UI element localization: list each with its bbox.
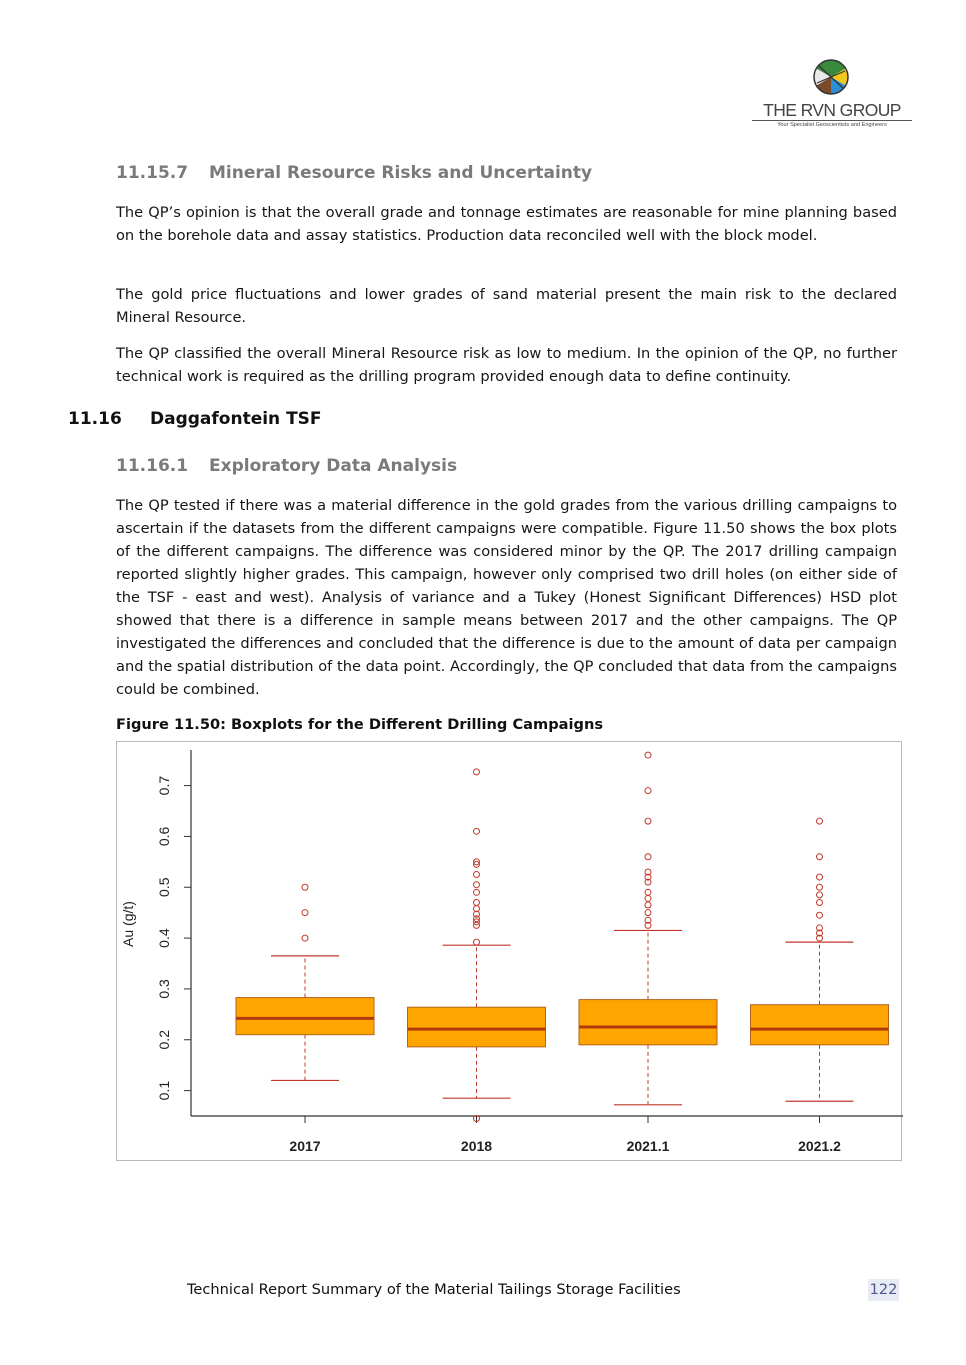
- box-iqr: [579, 1000, 717, 1045]
- section-title: Daggafontein TSF: [150, 409, 322, 429]
- outlier-point: [817, 900, 823, 906]
- boxplot-svg: [117, 742, 903, 1162]
- box-iqr: [236, 998, 374, 1035]
- outlier-point: [474, 872, 480, 878]
- paragraph-risk-classification: The QP classified the overall Mineral Resource risk as low to medium. In the opinion of the QP, no further technical work is required as the drilling program provided enough data to define continuity.: [116, 345, 897, 385]
- outlier-point: [474, 769, 480, 775]
- x-tick-label: 2021.1: [626, 1138, 670, 1154]
- section-number: 11.16.1: [116, 456, 189, 476]
- outlier-point: [474, 889, 480, 895]
- outlier-point: [645, 889, 651, 895]
- footer-text: Technical Report Summary of the Material Tailings Storage Facilities: [187, 1281, 681, 1298]
- section-title: Exploratory Data Analysis: [209, 456, 458, 476]
- outlier-point: [817, 874, 823, 880]
- page-number: 122: [868, 1279, 899, 1301]
- company-logo: [752, 58, 914, 132]
- outlier-point: [474, 939, 480, 945]
- outlier-point: [817, 912, 823, 918]
- y-tick-label: 0.7: [156, 775, 172, 796]
- outlier-point: [645, 854, 651, 860]
- outlier-point: [645, 910, 651, 916]
- logo-tagline: Your Specialist Geoscientists and Engineers: [777, 122, 887, 128]
- x-tick-label: 2021.2: [798, 1138, 841, 1154]
- y-tick-label: 0.1: [156, 1080, 172, 1101]
- outlier-point: [474, 882, 480, 888]
- x-tick-label: 2018: [460, 1138, 493, 1154]
- outlier-point: [645, 902, 651, 908]
- paragraph-gold-price-risk: The gold price fluctuations and lower grades of sand material present the main risk to the declared Mineral Resource.: [116, 286, 897, 326]
- outlier-point: [302, 884, 308, 890]
- box-iqr: [751, 1005, 889, 1045]
- section-number: 11.16: [68, 409, 122, 429]
- outlier-point: [474, 828, 480, 834]
- section-heading-11-16-1: [116, 456, 457, 476]
- outlier-point: [302, 935, 308, 941]
- paragraph-eda: The QP tested if there was a material difference in the gold grades from the various drilling campaigns to ascertain if the datasets from the different campaigns were compatible. Figure 11.50 shows the box plots of the different campaigns. The difference was considered minor by the QP. The 2017 drilling campaign reported slightly higher grades. This campaign, however only comprised two drill holes (on either side of the TSF ‐ east and west). Analysis of variance and a Tukey (Honest Significant Differences) HSD plot showed that there is a difference in sample means between 2017 and the other campaigns. The QP investigated the differences and concluded that the difference is due to the amount of data per campaign and the spatial distribution of the data point. Accordingly, the QP concluded that data from the campaigns could be combined.: [116, 497, 897, 698]
- outlier-point: [817, 818, 823, 824]
- logo-name: THE RVN GROUP: [752, 100, 912, 121]
- paragraph-qp-opinion: The QP’s opinion is that the overall grade and tonnage estimates are reasonable for mine planning based on the borehole data and assay statistics. Production data reconciled well with the block model.: [116, 204, 897, 244]
- outlier-point: [645, 818, 651, 824]
- outlier-point: [645, 788, 651, 794]
- outlier-point: [645, 752, 651, 758]
- outlier-point: [817, 854, 823, 860]
- y-tick-label: 0.4: [156, 928, 172, 948]
- section-number: 11.15.7: [116, 163, 189, 183]
- x-tick-label: 2017: [289, 1138, 321, 1154]
- section-heading-11-16: [68, 409, 322, 429]
- box-iqr: [408, 1007, 546, 1047]
- section-title: Mineral Resource Risks and Uncertainty: [209, 163, 593, 183]
- y-tick-label: 0.3: [156, 979, 172, 999]
- y-tick-label: 0.6: [156, 826, 172, 847]
- figure-caption: Figure 11.50: Boxplots for the Different Drilling Campaigns: [116, 716, 604, 733]
- outlier-point: [817, 884, 823, 890]
- outlier-point: [474, 900, 480, 906]
- y-tick-label: 0.5: [156, 877, 172, 897]
- y-axis-label: Au (g/t): [120, 901, 136, 947]
- y-tick-label: 0.2: [156, 1030, 172, 1050]
- boxplot-chart: [116, 741, 902, 1161]
- logo-icon: [752, 58, 914, 102]
- outlier-point: [817, 892, 823, 898]
- outlier-point: [302, 910, 308, 916]
- outlier-point: [645, 895, 651, 901]
- section-heading-11-15-7: [116, 163, 592, 183]
